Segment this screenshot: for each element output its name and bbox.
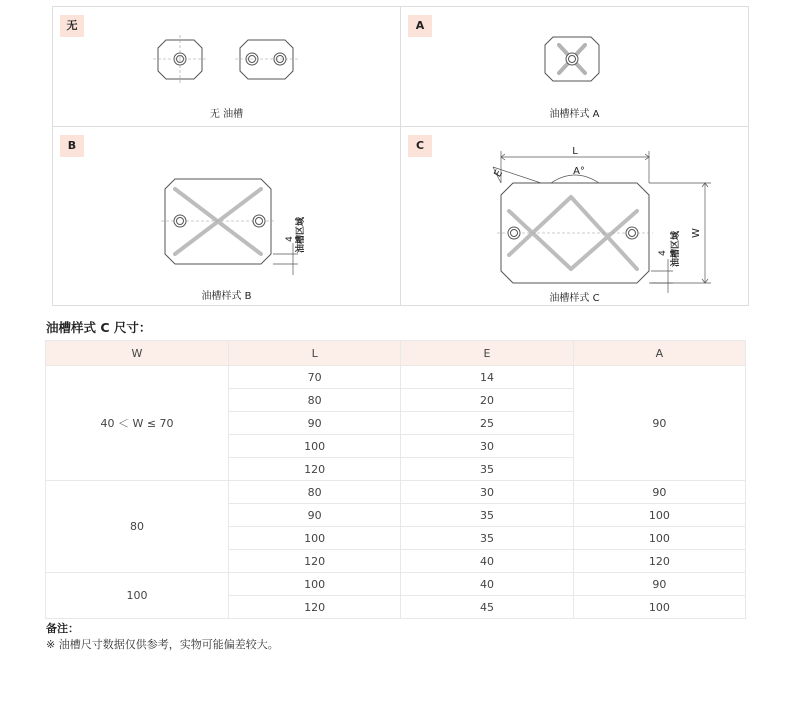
a-cell: 100 (573, 596, 745, 619)
notes-text: ※ 油槽尺寸数据仅供参考，实物可能偏差较大。 (46, 638, 279, 651)
l-cell: 70 (229, 366, 401, 389)
header-a: A (573, 341, 745, 366)
table-header-row (46, 341, 746, 366)
l-cell: 90 (229, 412, 401, 435)
header-l: L (229, 341, 401, 366)
table-row (46, 366, 746, 389)
panel-tag: C (408, 135, 432, 157)
e-cell: 30 (401, 435, 573, 458)
style-b-drawing (53, 127, 401, 305)
e-cell: 40 (401, 573, 573, 596)
panel-style-b (53, 127, 401, 305)
style-c-drawing (401, 127, 748, 305)
e-cell: 14 (401, 366, 573, 389)
panel-style-c (401, 127, 748, 305)
dim-e: E (492, 168, 506, 180)
groove-region-label: 油槽区域 (671, 230, 681, 268)
panel-caption: 油槽样式 B (201, 291, 252, 302)
groove-region-label: 油槽区域 (296, 216, 306, 254)
a-cell: 100 (573, 527, 745, 550)
dim-l: L (572, 146, 578, 157)
a-cell: 90 (573, 573, 745, 596)
a-cell: 90 (573, 366, 745, 481)
l-cell: 80 (229, 389, 401, 412)
l-cell: 120 (229, 550, 401, 573)
header-w: W (46, 341, 229, 366)
l-cell: 80 (229, 481, 401, 504)
e-cell: 25 (401, 412, 573, 435)
l-cell: 100 (229, 573, 401, 596)
e-cell: 30 (401, 481, 573, 504)
l-cell: 90 (229, 504, 401, 527)
panel-tag: A (408, 15, 432, 37)
dim-4: 4 (658, 250, 668, 256)
panel-no-groove (53, 7, 401, 127)
dim-a: A° (573, 166, 585, 177)
section-title: 油槽样式 C 尺寸： (46, 320, 152, 335)
dim-4: 4 (285, 236, 295, 242)
w-cell: 100 (46, 573, 229, 619)
e-cell: 35 (401, 458, 573, 481)
table-row (46, 573, 746, 596)
w-cell: 80 (46, 481, 229, 573)
a-cell: 90 (573, 481, 745, 504)
a-cell: 120 (573, 550, 745, 573)
l-cell: 100 (229, 435, 401, 458)
a-cell: 100 (573, 504, 745, 527)
dimensions-table (45, 340, 746, 619)
panel-caption: 无 油槽 (209, 109, 244, 120)
e-cell: 20 (401, 389, 573, 412)
dim-w: W (691, 228, 702, 238)
l-cell: 100 (229, 527, 401, 550)
e-cell: 35 (401, 504, 573, 527)
e-cell: 35 (401, 527, 573, 550)
header-e: E (401, 341, 573, 366)
e-cell: 45 (401, 596, 573, 619)
panel-style-a (401, 7, 748, 127)
table-row (46, 481, 746, 504)
panel-tag: 无 (60, 15, 84, 37)
l-cell: 120 (229, 458, 401, 481)
notes-title: 备注： (46, 622, 79, 635)
diagram-grid (52, 6, 749, 306)
panel-caption: 油槽样式 C (549, 293, 600, 304)
panel-tag: B (60, 135, 84, 157)
w-cell: 40 ＜ W ≤ 70 (46, 366, 229, 481)
panel-caption: 油槽样式 A (549, 109, 600, 120)
e-cell: 40 (401, 550, 573, 573)
l-cell: 120 (229, 596, 401, 619)
